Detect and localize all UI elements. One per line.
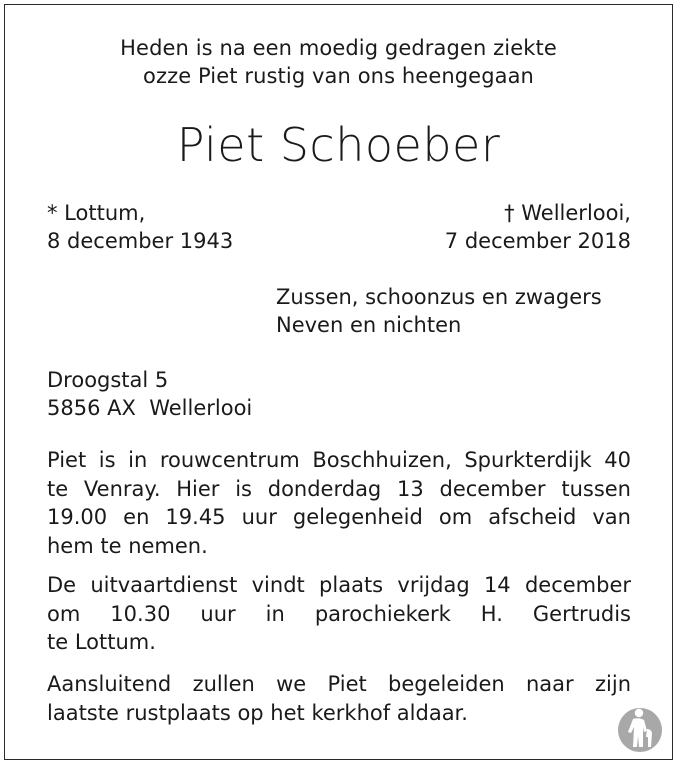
- opening-line-1: Heden is na een moedig gedragen ziekte: [120, 36, 557, 60]
- visitation-line-1: Piet is in rouwcentrum Boschhuizen, Spurkterdijk 40: [47, 448, 631, 472]
- relatives-line-2: Neven en nichten: [276, 313, 462, 337]
- visitation-line-3: 19.00 en 19.45 uur gelegenheid om afscheid van: [47, 505, 631, 529]
- death-place: † Wellerlooi,: [504, 201, 631, 225]
- relatives-line-1: Zussen, schoonzus en zwagers: [276, 285, 602, 309]
- opening-line-2: ozze Piet rustig van ons heengegaan: [143, 64, 534, 88]
- address-street: Droogstal 5: [47, 368, 169, 392]
- service-line-3: te Lottum.: [47, 630, 156, 654]
- birth-place: * Lottum,: [47, 201, 146, 225]
- address-postal: 5856 AX Wellerlooi: [47, 396, 253, 420]
- visitation-line-2: te Venray. Hier is donderdag 13 december tussen: [47, 476, 631, 501]
- burial-line-2: laatste rustplaats op het kerkhof aldaar.: [47, 700, 468, 725]
- visitation-line-4: hem te nemen.: [47, 533, 208, 558]
- burial-paragraph: [47, 670, 631, 727]
- visitation-paragraph: [47, 446, 631, 560]
- service-line-1: De uitvaartdienst vindt plaats vrijdag 14 december: [47, 573, 631, 597]
- service-line-2: om 10.30 uur in parochiekerk H. Gertrudis: [47, 601, 631, 626]
- deceased-name: Piet Schoeber: [176, 118, 501, 172]
- burial-line-1: Aansluitend zullen we Piet begeleiden naar zijn: [47, 672, 631, 696]
- service-paragraph: [47, 571, 631, 657]
- memorial-figure-icon: [617, 703, 663, 755]
- birth-date: 8 december 1943: [47, 229, 234, 253]
- death-date: 7 december 2018: [444, 229, 631, 253]
